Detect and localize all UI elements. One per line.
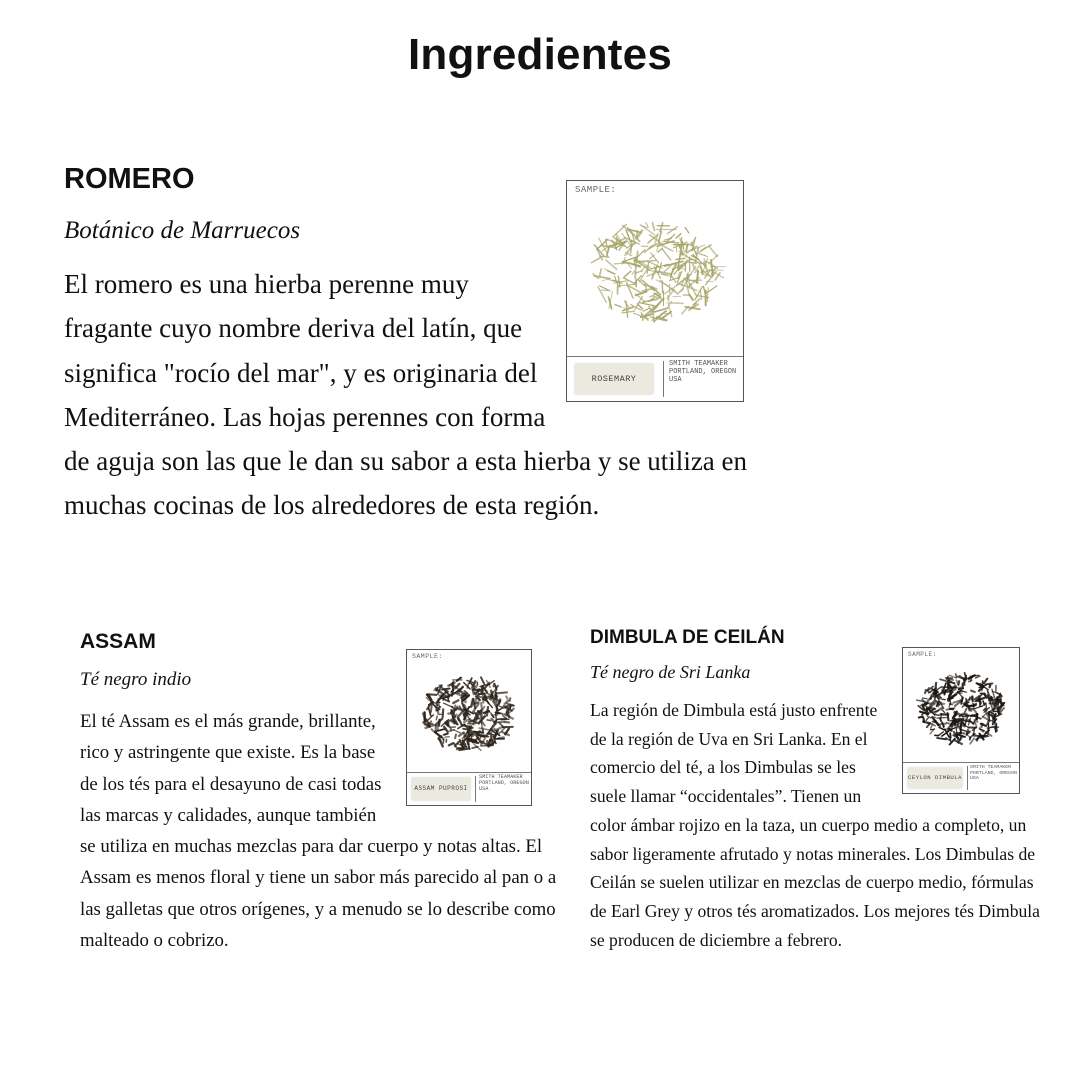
maker-line: USA (479, 785, 489, 792)
sample-tag-row (407, 772, 531, 805)
assam-tea-leaves-image (415, 664, 523, 764)
dimbula-sample-card (902, 647, 1020, 794)
section-subtitle: Té negro indio (80, 669, 192, 690)
divider (663, 361, 664, 397)
section-body: El romero es una hierba perenne muy fragante cuyo nombre deriva del latín, que significa "rocío del mar", y es originaria del Mediterráneo. Las hojas perennes con forma de aguja son las que le dan su sabor a esta hierba y se utiliza en muchas cocinas de los alrededores de esta región. (64, 269, 748, 521)
section-subtitle: Botánico de Marruecos (64, 217, 301, 244)
section-body: El té Assam es el más grande, brillante, rico y astringente que existe. Es la base de los tés para el desayuno de casi todas las marcas y calidades, aunque también se utiliza en muchas mezclas para dar cuerpo y notas altas. El Assam es menos floral y tiene un sabor más parecido al pan o a las galletas que otros orígenes, y a menudo se lo describe como malteado o cobrizo. (80, 711, 557, 952)
maker-line: PORTLAND, OREGON (970, 770, 1017, 776)
maker-line: SMITH TEAMAKER (970, 765, 1012, 770)
section-body: La región de Dimbula está justo enfrente de la región de Uva en Sri Lanka. En el comercio del té, a los Dimbulas se les suele llamar “occidentales”. Tienen un color ámbar rojizo en la taza, un cuerpo medio a completo, un sabor ligeramente afrutado y notas minerales. Los Dimbulas de Ceilán se suelen utilizar en mezclas de cuerpo medio, fórmulas de Earl Grey y otros tés aromatizados. Los mejores tés Dimbula se producen de diciembre a febrero. (590, 700, 1040, 950)
divider (475, 776, 476, 802)
rosemary-leaves-image (579, 203, 731, 338)
maker-line: USA (970, 776, 979, 782)
maker-line: PORTLAND, OREGON (669, 368, 737, 377)
section-heading: ASSAM (80, 630, 156, 653)
section-dimbula (590, 625, 1048, 954)
dimbula-tea-leaves-image (911, 661, 1013, 756)
assam-sample-card (406, 649, 532, 806)
section-heading: DIMBULA DE CEILÁN (590, 627, 785, 648)
sample-label: SAMPLE: (908, 651, 937, 658)
maker-info (479, 775, 529, 793)
sample-name-tag: ROSEMARY (575, 364, 653, 394)
sample-name-tag: CEYLON DIMBULA (908, 768, 962, 788)
maker-line: SMITH TEAMAKER (479, 774, 523, 780)
sample-tag-row (903, 762, 1019, 793)
section-romero (64, 160, 754, 528)
rosemary-sample-card (566, 180, 744, 402)
page-title: Ingredientes (407, 30, 672, 79)
sample-label: SAMPLE: (412, 653, 443, 660)
maker-line: PORTLAND, OREGON (479, 779, 529, 786)
maker-info (669, 360, 736, 384)
sample-tag-row (567, 356, 743, 401)
maker-info (970, 765, 1017, 782)
maker-line: SMITH TEAMAKER (669, 360, 728, 368)
section-heading: ROMERO (64, 163, 195, 195)
maker-line: USA (669, 376, 682, 385)
section-subtitle: Té negro de Sri Lanka (590, 662, 751, 682)
sample-name-tag: ASSAM PUPROSI (412, 778, 470, 800)
sample-label: SAMPLE: (575, 185, 617, 195)
divider (967, 766, 968, 790)
section-assam (80, 628, 566, 956)
